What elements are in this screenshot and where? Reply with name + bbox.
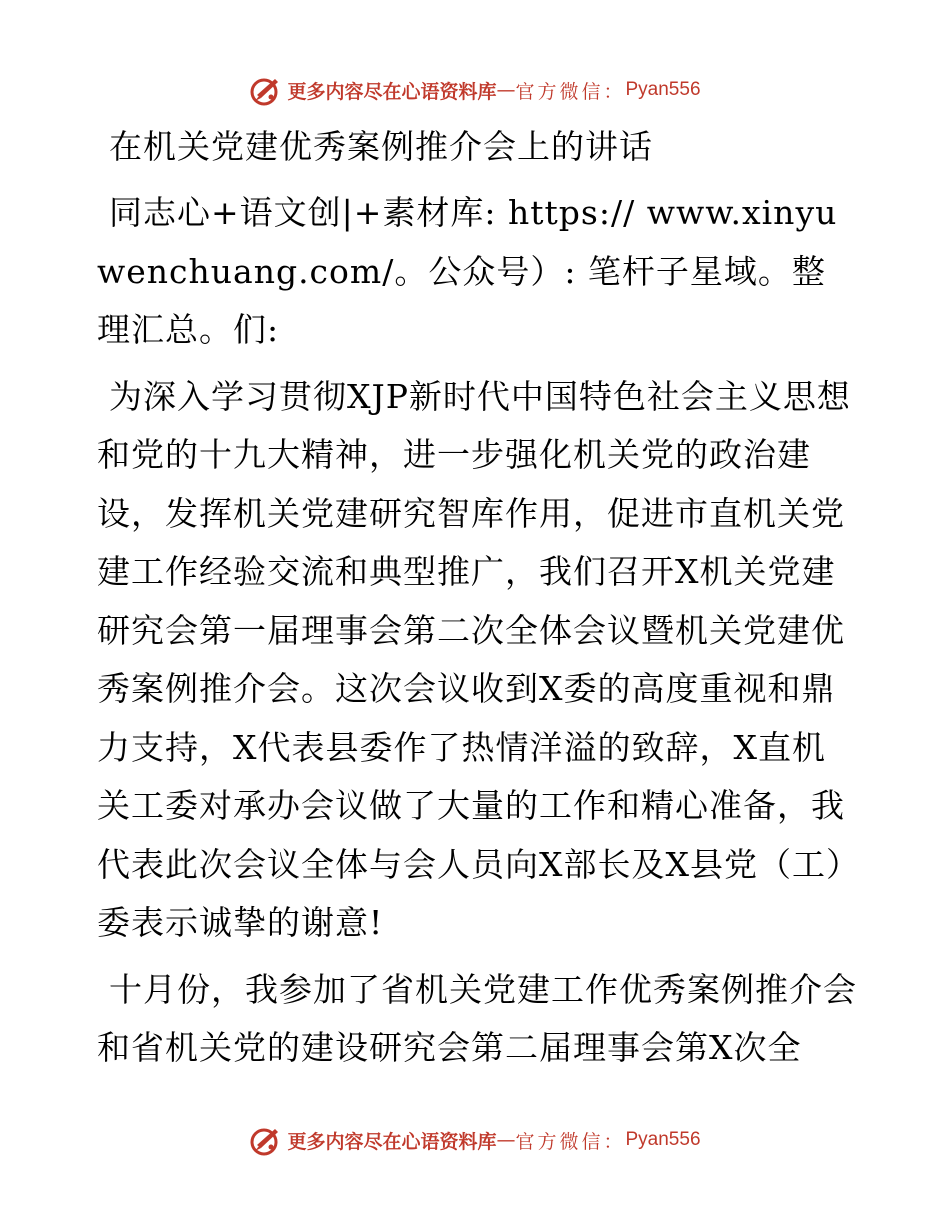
quill-pen-logo-icon (249, 73, 283, 107)
watermark-footer (0, 1120, 950, 1160)
watermark-official-label: 官方微信： (515, 80, 626, 103)
watermark-main-text: 更多内容尽在心语资料库 (287, 1130, 497, 1153)
document-title: 在机关党建优秀案例推介会上的讲话 (109, 127, 653, 166)
quill-pen-logo-icon (249, 1123, 283, 1157)
paragraph-october: 十月份，我参加了省机关党建工作优秀案例推介会和省机关党的建设研究会第二届理事会第X次全 (97, 969, 857, 1067)
watermark-official-label: 官方微信： (515, 1130, 626, 1153)
watermark-separator: — (496, 1129, 516, 1151)
watermark-header (0, 70, 950, 110)
watermark-separator: — (496, 79, 516, 101)
paragraph-greeting: 同志心+语文创|+素材库: https:// www.xinyuwenchuang.com/。公众号）: 笔杆子星域。整理汇总。们: (97, 193, 838, 349)
watermark-wechat-id: Pyan556 (625, 79, 701, 100)
document-body (97, 118, 857, 1086)
watermark-main-text: 更多内容尽在心语资料库 (287, 80, 497, 103)
paragraph-intro: 为深入学习贯彻XJP新时代中国特色社会主义思想和党的十九大精神，进一步强化机关党的政治建设，发挥机关党建研究智库作用，促进市直机关党建工作经验交流和典型推广，我们召开X机关党建研究会第一届理事会第二次全体会议暨机关党建优秀案例推介会。这次会议收到X委的高度重视和鼎力支持，X代表县委作了热情洋溢的致辞，X直机关工委对承办会议做了大量的工作和精心准备，我代表此次会议全体与会人员向X部长及X县党（工）委表示诚挚的谢意! (97, 376, 851, 942)
watermark-wechat-id: Pyan556 (625, 1129, 701, 1150)
